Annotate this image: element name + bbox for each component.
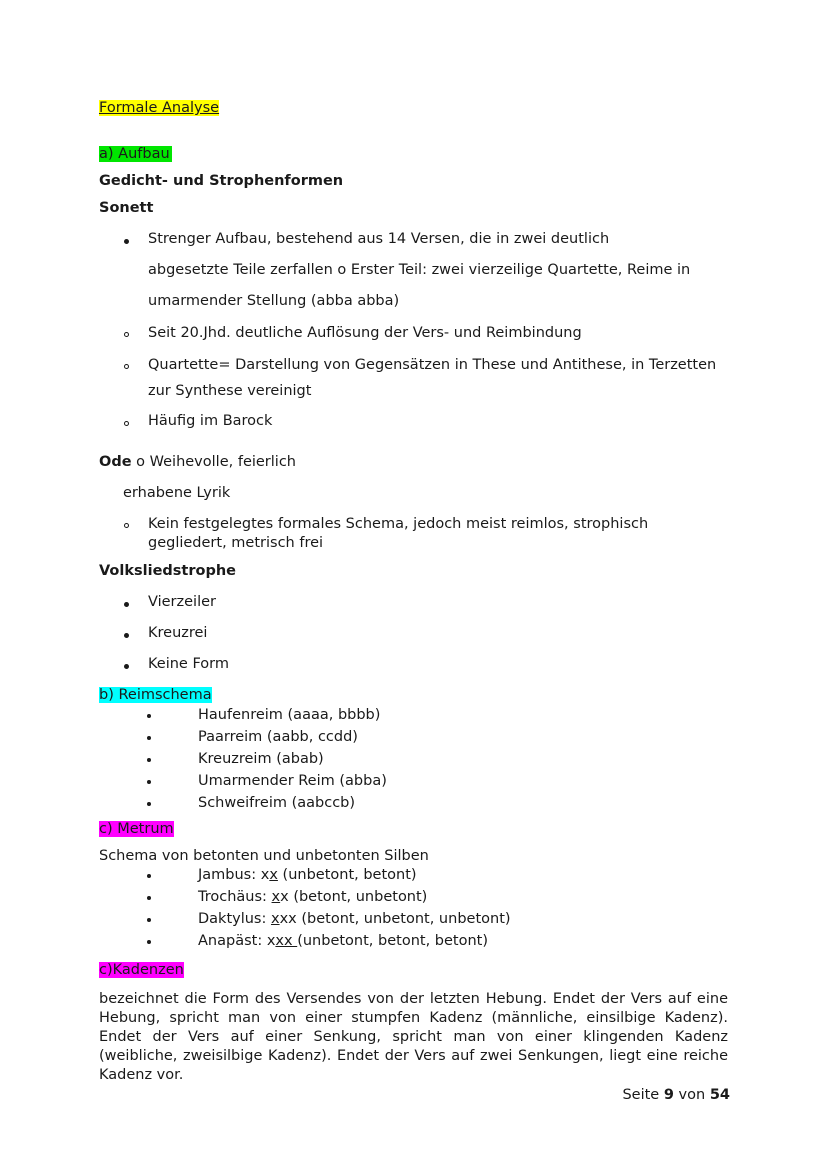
bullet-icon [147,896,151,900]
sonett-sub-item: Seit 20.Jhd. deutliche Auflösung der Vers- und Reimbindung [148,325,582,341]
bullet-icon [124,664,129,669]
bullet-icon [147,802,151,806]
metrum-item-trochaeus: Trochäus: xx (betont, unbetont) [198,889,428,905]
sonett-sub-item: Quartette= Darstellung von Gegensätzen in These und Antithese, in Terzetten [148,357,717,373]
circle-bullet-icon [124,332,129,337]
sonett-bullet-line: abgesetzte Teile zerfallen o Erster Teil: zwei vierzeilige Quartette, Reime in [148,262,691,278]
section-kadenzen-label: c)Kadenzen [99,962,184,978]
page-number: Seite 9 von 54 [622,1087,730,1103]
sonett-bullet-line: umarmender Stellung (abba abba) [148,293,400,309]
circle-bullet-icon [124,421,129,426]
metrum-intro: Schema von betonten und unbetonten Silben [99,848,429,864]
reimschema-item: Haufenreim (aaaa, bbbb) [198,707,381,723]
metrum-item-daktylus: Daktylus: xxx (betont, unbetont, unbetont) [198,911,511,927]
bullet-icon [147,736,151,740]
bullet-icon [147,714,151,718]
sonett-sub-item: zur Synthese vereinigt [148,383,312,399]
page-heading: Formale Analyse [99,100,220,116]
ode-sub-item: Kein festgelegtes formales Schema, jedoch meist reimlos, strophisch [148,516,649,532]
reimschema-item: Kreuzreim (abab) [198,751,324,767]
circle-bullet-icon [124,523,129,528]
kadenzen-paragraph: bezeichnet die Form des Versendes von der letzten Hebung. Endet der Vers auf eine Hebung, spricht man von einer stumpfen Kadenz (männliche, einsilbige Kadenz). Endet der Vers auf einer Senkung, spricht man von einer klingenden Kadenz (weibliche, zweisilbige Kadenz). Endet der Vers auf zwei Senkungen, liegt eine reiche Kadenz vor. [99,991,728,1083]
bullet-icon [124,239,129,244]
bullet-icon [147,874,151,878]
bullet-icon [147,758,151,762]
ode-line: Ode o Weihevolle, feierlich [99,454,296,470]
subtitle-gedichtformen: Gedicht- und Strophenformen [99,173,344,189]
bullet-icon [147,780,151,784]
ode-line-2: erhabene Lyrik [123,485,231,501]
section-aufbau-label: a) Aufbau [99,146,170,162]
circle-bullet-icon [124,364,129,369]
bullet-icon [147,940,151,944]
volkslied-item: Keine Form [148,656,229,672]
volkslied-item: Vierzeiler [148,594,216,610]
sonett-sub-item: Häufig im Barock [148,413,273,429]
metrum-item-anapaest: Anapäst: xxx (unbetont, betont, betont) [198,933,489,949]
metrum-item-jambus: Jambus: xx (unbetont, betont) [198,867,417,883]
title-sonett: Sonett [99,200,154,216]
bullet-icon [147,918,151,922]
reimschema-item: Schweifreim (aabccb) [198,795,356,811]
volkslied-item: Kreuzrei [148,625,208,641]
reimschema-item: Paarreim (aabb, ccdd) [198,729,358,745]
reimschema-item: Umarmender Reim (abba) [198,773,387,789]
sonett-bullet-line: Strenger Aufbau, bestehend aus 14 Versen, die in zwei deutlich [148,231,610,247]
ode-sub-item: gegliedert, metrisch frei [148,535,324,551]
bullet-icon [124,633,129,638]
bullet-icon [124,602,129,607]
section-metrum-label: c) Metrum [99,821,174,837]
title-volksliedstrophe: Volksliedstrophe [99,563,236,579]
section-reimschema-label: b) Reimschema [99,687,212,703]
